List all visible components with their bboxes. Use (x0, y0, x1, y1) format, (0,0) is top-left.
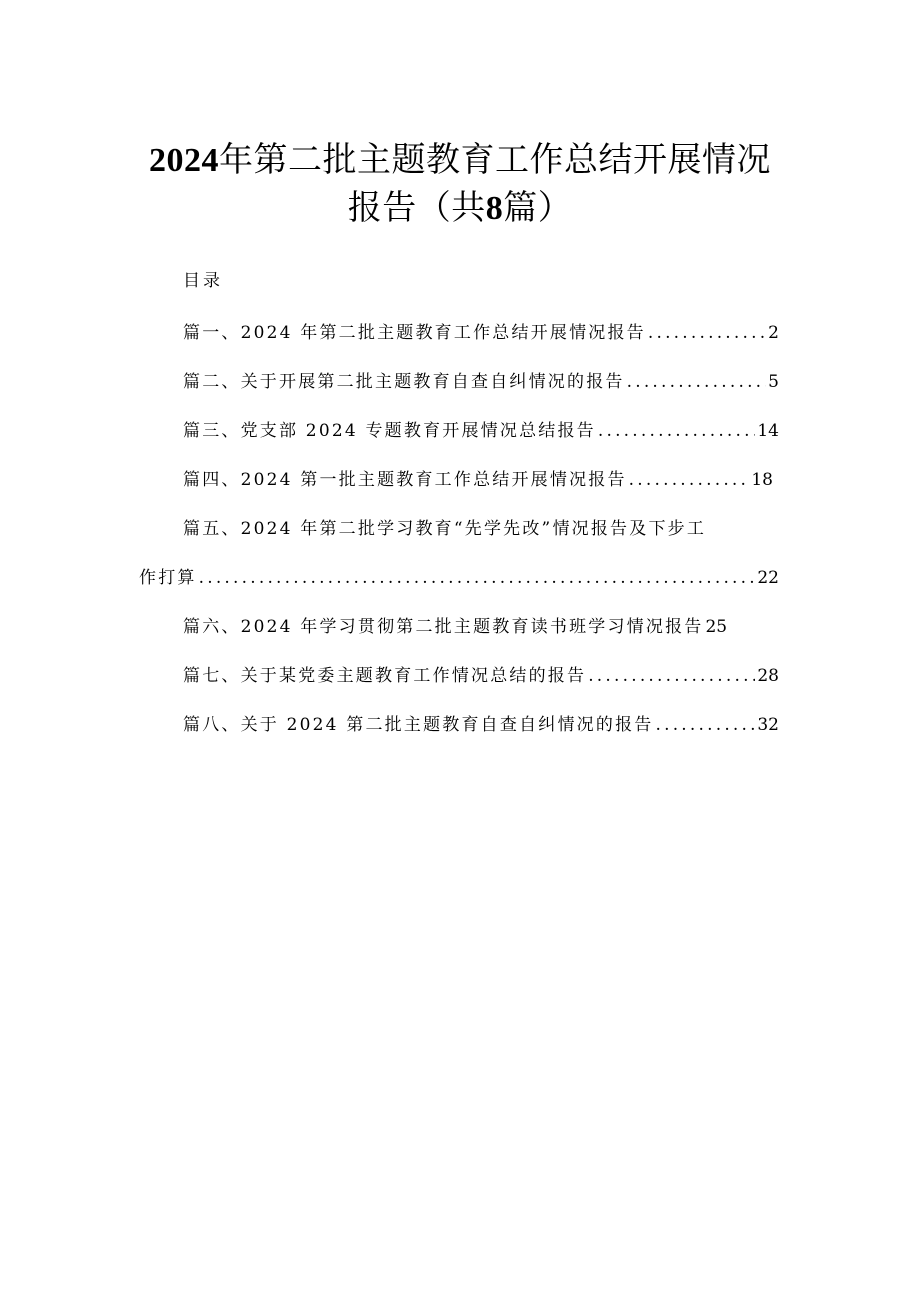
toc-leader-dots (586, 664, 755, 688)
title-text: 年第二批主题教育工作总结开展情况 (219, 140, 771, 180)
toc-entry-4[interactable] (183, 468, 773, 492)
toc-entry-text: 篇五、2024 年第二批学习教育“先学先改”情况报告及下步工 (183, 519, 707, 539)
toc-page-number: 32 (757, 715, 779, 735)
toc-page-number: 2 (768, 323, 779, 343)
toc-leader-dots (627, 468, 750, 492)
toc-entry-text: 篇三、党支部 2024 专题教育开展情况总结报告 (183, 421, 596, 441)
toc-entry-text: 作打算 (139, 568, 197, 588)
toc-entry-text: 篇一、2024 年第二批主题教育工作总结开展情况报告 (183, 323, 646, 343)
toc-page-number: 14 (757, 421, 779, 441)
document-title-line-1 (0, 140, 920, 181)
toc-entry-text: 篇二、关于开展第二批主题教育自查自纠情况的报告 (183, 372, 625, 392)
toc-entry-8[interactable] (183, 713, 779, 737)
toc-leader-dots (646, 321, 766, 345)
toc-entry-text: 篇八、关于 2024 第二批主题教育自查自纠情况的报告 (183, 715, 654, 735)
toc-leader-dots (653, 713, 755, 737)
toc-page-number: 18 (751, 470, 773, 490)
toc-page-number: 5 (768, 372, 779, 392)
title-text-post: 篇） (503, 188, 573, 228)
title-year: 2024 (149, 142, 219, 179)
toc-entry-text: 篇四、2024 第一批主题教育工作总结开展情况报告 (183, 470, 627, 490)
toc-entry-1[interactable] (183, 321, 779, 345)
toc-entry-5-line-2[interactable] (139, 566, 779, 590)
toc-page-number: 28 (757, 666, 779, 686)
title-text-pre: 报告（共 (347, 188, 486, 228)
toc-page-number: 22 (757, 568, 779, 588)
toc-entry-7[interactable] (183, 664, 779, 688)
toc-leader-dots (596, 419, 755, 443)
toc-entry-3[interactable] (183, 419, 779, 443)
toc-heading: 目录 (183, 271, 223, 291)
toc-entry-6[interactable] (183, 615, 783, 639)
toc-entry-5-line-1[interactable] (183, 517, 783, 541)
title-count: 8 (485, 190, 504, 227)
toc-entry-text: 篇七、关于某党委主题教育工作情况总结的报告 (183, 666, 587, 686)
toc-entry-text: 篇六、2024 年学习贯彻第二批主题教育读书班学习情况报告 (183, 617, 704, 637)
toc-entry-2[interactable] (183, 370, 779, 394)
document-title-line-2 (0, 188, 920, 229)
toc-leader-dots (197, 566, 756, 590)
toc-leader-dots (625, 370, 767, 394)
toc-page-number: 25 (705, 617, 728, 637)
